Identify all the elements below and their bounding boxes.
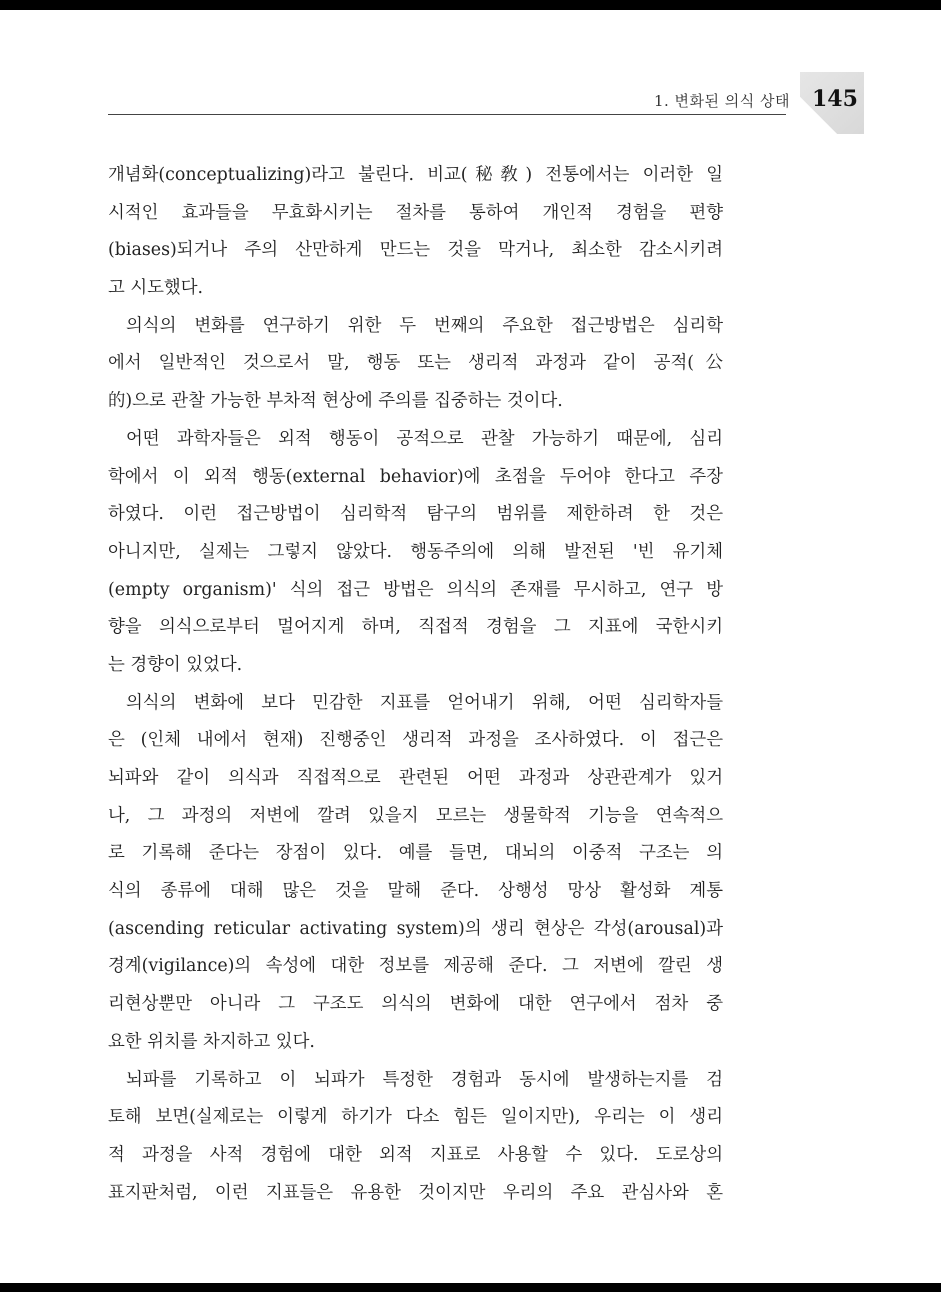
body-text (108, 157, 723, 1212)
text-line: 의식의 변화에 보다 민감한 지표를 얻어내기 위해, 어떤 심리학자들 (126, 692, 723, 713)
text-line: 的)으로 관찰 가능한 부차적 현상에 주의를 집중하는 것이다. (108, 391, 563, 412)
running-head: 1. 변화된 의식 상태 (653, 92, 790, 110)
header-rule (108, 114, 786, 115)
text-line: 은 (인체 내에서 현재) 진행중인 생리적 과정을 조사하였다. 이 접근은 (108, 730, 723, 751)
text-line: 표지판처럼, 이런 지표들은 유용한 것이지만 우리의 주요 관심사와 혼 (108, 1182, 723, 1203)
text-line: 하였다. 이런 접근방법이 심리학적 탐구의 범위를 제한하려 한 것은 (108, 504, 723, 525)
text-line: 향을 의식으로부터 멀어지게 하며, 직접적 경험을 그 지표에 국한시키 (108, 617, 723, 638)
text-line: (empty organism)' 식의 접근 방법은 의식의 존재를 무시하고, 연구 방 (108, 579, 723, 600)
text-line: 뇌파를 기록하고 이 뇌파가 특정한 경험과 동시에 발생하는지를 검 (126, 1069, 723, 1090)
text-line: 로 기록해 준다는 장점이 있다. 예를 들면, 대뇌의 이중적 구조는 의 (108, 843, 723, 864)
text-line: 는 경향이 있었다. (108, 654, 243, 675)
text-line: 시적인 효과들을 무효화시키는 절차를 통하여 개인적 경험을 편향 (108, 202, 723, 223)
text-line: 개념화(conceptualizing)라고 불린다. 비교(秘敎) 전통에서는 이러한 일 (108, 165, 723, 185)
text-line: 리현상뿐만 아니라 그 구조도 의식의 변화에 대한 연구에서 점차 중 (108, 994, 723, 1015)
bottom-black-bar (0, 1283, 941, 1292)
text-line: (biases)되거나 주의 산만하게 만드는 것을 막거나, 최소한 감소시키려 (108, 240, 723, 261)
top-black-bar (0, 0, 941, 10)
text-line: 요한 위치를 차지하고 있다. (108, 1031, 315, 1052)
text-line: 경계(vigilance)의 속성에 대한 정보를 제공해 준다. 그 저변에 깔린 생 (108, 956, 723, 977)
text-line: 아니지만, 실제는 그렇지 않았다. 행동주의에 의해 발전된 '빈 유기체 (108, 541, 723, 562)
text-line: 학에서 이 외적 행동(external behavior)에 초점을 두어야 한다고 주장 (108, 466, 723, 487)
text-line: 식의 종류에 대해 많은 것을 말해 준다. 상행성 망상 활성화 계통 (108, 881, 723, 902)
text-line: 어떤 과학자들은 외적 행동이 공적으로 관찰 가능하기 때문에, 심리 (126, 428, 723, 449)
page-number: 145 (812, 86, 858, 112)
text-line: 적 과정을 사적 경험에 대한 외적 지표로 사용할 수 있다. 도로상의 (108, 1144, 723, 1165)
text-line: 의식의 변화를 연구하기 위한 두 번째의 주요한 접근방법은 심리학 (126, 315, 723, 336)
text-line: 고 시도했다. (108, 278, 204, 299)
text-line: 에서 일반적인 것으로서 말, 행동 또는 생리적 과정과 같이 공적(公 (108, 353, 723, 374)
text-line: 뇌파와 같이 의식과 직접적으로 관련된 어떤 과정과 상관관계가 있거 (108, 768, 723, 788)
text-line: (ascending reticular activating system)의 생리 현상은 각성(arousal)과 (108, 918, 723, 939)
text-line: 나, 그 과정의 저변에 깔려 있을지 모르는 생물학적 기능을 연속적으 (108, 805, 723, 826)
text-line: 토해 보면(실제로는 이렇게 하기가 다소 힘든 일이지만), 우리는 이 생리 (108, 1107, 723, 1128)
